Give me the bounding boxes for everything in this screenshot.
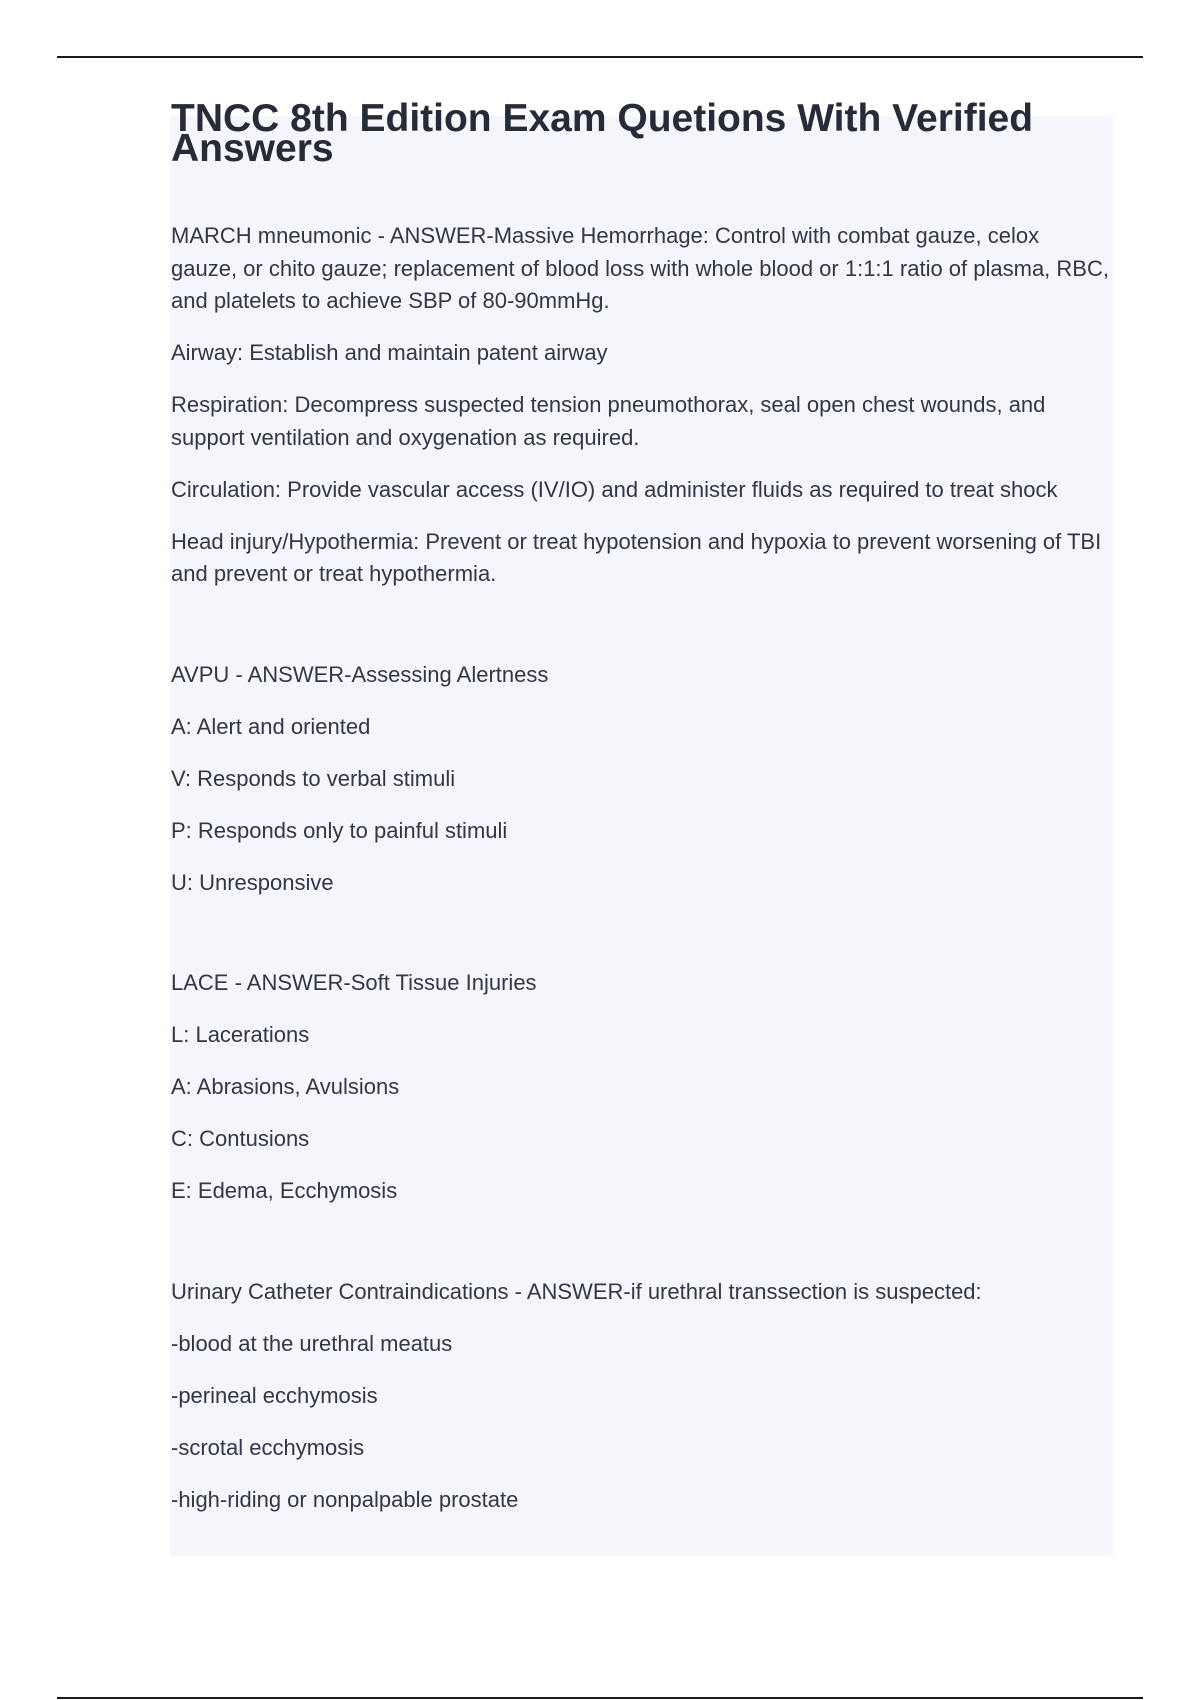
- card-paragraph: Airway: Establish and maintain patent airway: [171, 340, 608, 365]
- document-content: [171, 97, 1111, 1516]
- card-paragraph: A: Alert and oriented: [171, 713, 371, 739]
- card-paragraph: Respiration: Decompress suspected tension pneumothorax, seal open chest wounds, and support ventilation and oxygenation as required.: [171, 392, 1046, 450]
- card-paragraph: -perineal ecchymosis: [171, 1382, 378, 1408]
- top-rule: [57, 56, 1143, 58]
- card-paragraph: Head injury/Hypothermia: Prevent or treat hypotension and hypoxia to prevent worsening of TBI and prevent or treat hypothermia.: [171, 528, 1102, 586]
- card-paragraph: Circulation: Provide vascular access (IV/IO) and administer fluids as required to treat shock: [171, 476, 1058, 502]
- bottom-rule: [57, 1697, 1143, 1699]
- card-paragraph: P: Responds only to painful stimuli: [171, 817, 508, 843]
- card-paragraph: L: Lacerations: [171, 1022, 310, 1047]
- flashcard-urinary-catheter: [171, 1276, 1111, 1517]
- card-paragraph: E: Edema, Ecchymosis: [171, 1178, 398, 1203]
- flashcard-avpu: [171, 659, 1111, 900]
- card-paragraph: U: Unresponsive: [171, 869, 334, 895]
- card-paragraph: LACE - ANSWER-Soft Tissue Injuries: [171, 970, 537, 995]
- card-paragraph: C: Contusions: [171, 1126, 310, 1151]
- card-paragraph: V: Responds to verbal stimuli: [171, 765, 456, 791]
- card-paragraph: MARCH mneumonic - ANSWER-Massive Hemorrhage: Control with combat gauze, celox gauze, or chito gauze; replacement of blood loss with whole blood or 1:1:1 ratio of plasma, RBC, and platelets to achieve SBP of 80-90mmHg.: [171, 223, 1109, 313]
- card-paragraph: -scrotal ecchymosis: [171, 1434, 365, 1460]
- card-paragraph: AVPU - ANSWER-Assessing Alertness: [171, 661, 549, 687]
- card-paragraph: A: Abrasions, Avulsions: [171, 1074, 400, 1099]
- card-paragraph: Urinary Catheter Contraindications - ANSWER-if urethral transsection is suspected:: [171, 1278, 982, 1304]
- flashcard-lace: [171, 967, 1111, 1208]
- flashcard-march: [171, 220, 1111, 591]
- card-paragraph: -blood at the urethral meatus: [171, 1330, 453, 1356]
- card-paragraph: -high-riding or nonpalpable prostate: [171, 1486, 519, 1512]
- document-title: TNCC 8th Edition Exam Quetions With Verified Answers: [171, 97, 1034, 170]
